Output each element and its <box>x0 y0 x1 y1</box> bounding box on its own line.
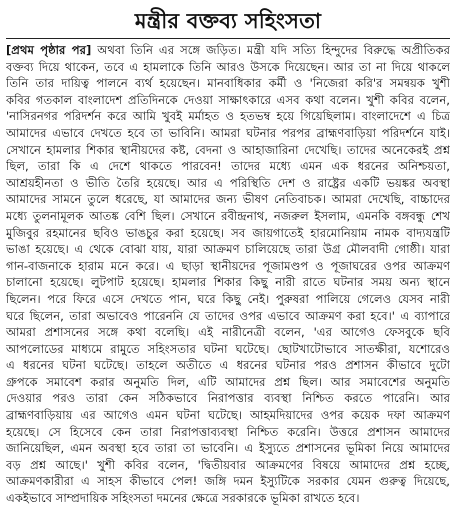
article-line: আমাদের এভাবে দেখতে হবে তা ভাবিনি। আমরা ঘটনার পরপর ব্রাহ্মণবাড়িয়া পরিদর্শনে যাই। <box>6 125 450 140</box>
article-line: আপলোডের মাধ্যমে রামুতে সহিংসতার ঘটনা ঘটেছে। ছোটখাটোভাবে সাতক্ষীরা, যশোরেও <box>6 341 450 356</box>
article-line: হয়েছে। সে হিসেবে কেন তারা নিরাপত্তাব্যবস্থা নিশ্চিত করেনি। উত্তরে প্রশাসন আমাদের <box>6 424 450 439</box>
article-line: সেখানে হামলার শিকার স্থানীয়দের কষ্ট, বেদনা ও আহাজারিনা দেখেছি। তাদের অনেকেরই প্রশ্ন <box>6 142 450 157</box>
article-line: এ ধরনের ঘটনা ঘটেছে। তাহলে অতীতে এ ধরনের ঘটনার পরও প্রশাসন কীভাবে দুটো <box>6 358 450 373</box>
article-body <box>6 42 450 507</box>
continued-from-kicker: [প্রথম পৃষ্ঠার পর] <box>6 43 92 57</box>
article-line: আশ্রয়হীনতা ও ভীতি তৈরি হয়েছে। আর এ পরিস্থিতি দেশ ও রাষ্ট্রের একটি ভয়ঙ্কর অবস্থা <box>6 175 450 190</box>
article-line: আমরা প্রশাসনের সঙ্গে কথা বলেছি। এই নারীনেত্রী বলেন, 'এর আগেও ফেসবুকে ছবি <box>6 325 450 340</box>
article-line: তিনি তার দায়িত্ব পালনে ব্যর্থ হয়েছেন। মানবাধিকার কর্মী ও 'নিজেরা করি'র সমন্বয়ক খুশী <box>6 76 450 91</box>
headline-divider <box>6 38 450 39</box>
article-line: মধ্যে তুলনামূলক আতঙ্ক বেশি ছিল। সেখানে রবীন্দ্রনাথ, নজরুল ইসলাম, এমনকি বঙ্গবন্ধু শেখ <box>6 208 450 223</box>
article-line-0 <box>6 42 450 59</box>
article-line: 'নাসিরনগর পরিদর্শন করে আমি খুবই মর্মাহত ও হতভম্ব হয়ে গিয়েছিলাম। বাংলাদেশে এ চিত্র <box>6 109 450 124</box>
article-line-0-text: অথবা তিনি এর সঙ্গে জড়িত। মন্ত্রী যদি সত্যি হিন্দুদের বিরুদ্ধে অপ্রীতিকর <box>91 43 450 57</box>
article-line-last: একইভাবে সাম্প্রদায়িক সহিংসতা দমনের ক্ষেত্রে সরকারকে ভূমিকা রাখতে হবে। <box>6 491 360 506</box>
article-line: বক্তব্য দিয়ে থাকেন, তবে এ হামলাকে তিনি আরও উসকে দিয়েছেন। আর তা না দিয়ে থাকলে <box>6 59 450 74</box>
article-line: আক্রমণকারীরা এ সাহস কীভাবে পেল! জঙ্গি দমন ইস্যুটিকে সরকার যেমন গুরুত্ব দিয়েছে, <box>6 474 450 489</box>
article-line: বড় প্রশ্ন আছে।' খুশী কবির বলেন, 'দ্বিতীয়বার আক্রমণের বিষয়ে আমাদের প্রশ্ন হচ্ছে, <box>6 457 450 472</box>
article-line: জানিয়েছিল, এমন অবস্থা হবে তারা তা ভাবেনি। এ ইস্যুতে প্রশাসনের ভূমিকা নিয়ে আমাদের <box>6 441 450 456</box>
article-line: কবির গতকাল বাংলাদেশ প্রতিদিনকে দেওয়া সাক্ষাৎকারে এসব কথা বলেন। খুশী কবির বলেন, <box>6 92 450 107</box>
article-line: ছিল, তারা কি এ দেশে থাকতে পারবেন! তাদের মধ্যে এমন এক ধরনের অনিশ্চয়তা, <box>6 159 450 174</box>
article-line: ব্রাহ্মণবাড়িয়ায় এর আগেও এমন ঘটনা ঘটেছে। আহমদিয়াদের ওপর কয়েক দফা আক্রমণ <box>6 408 450 423</box>
article-line: গান-বাজনাকে হারাম মনে করে। এ ছাড়া স্থানীয়দের পূজামণ্ডপ ও পূজাঘরের ওপর আক্রমণ <box>6 258 450 273</box>
headline: মন্ত্রীর বক্তব্য সহিংসতা <box>134 9 322 33</box>
article-line: ছিলেন। পরে ফিরে এসে দেখতে পান, ঘরে কিছু নেই। পুরুষরা পালিয়ে গেলেও যেসব নারী <box>6 291 450 306</box>
article-line: গ্রুপকে সমাবেশ করার অনুমতি দিল, এটি আমাদের প্রশ্ন ছিল। আর সমাবেশের অনুমতি <box>6 374 450 389</box>
article-line: চালানো হয়েছে। লুটপাট হয়েছে। হামলার শিকার কিছু নারী রাতে ঘটনার সময় অন্য স্থানে <box>6 275 450 290</box>
article-line: ঘরে ছিলেন, তারা অভাবেও পারেননি যে তাদের ওপর এভাবে আক্রমণ করা হবে।' এ ব্যাপারে <box>6 308 450 323</box>
article-line: মুজিবুর রহমানের ছবিও ভাঙচুর করা হয়েছে। সব জায়গাতেই হারমোনিয়াম নামক বাদ্যযন্ত্রটি <box>6 225 450 240</box>
article-line: দেওয়ার পরও তারা কেন সঠিকভাবে নিরাপত্তার ব্যবস্থা নিশ্চিত করতে পারেনি। আর <box>6 391 450 406</box>
article-line: ভাঙা হয়েছে। এ থেকে বোঝা যায়, যারা আক্রমণ চালিয়েছে তারা উগ্র মৌলবাদী গোষ্ঠী। যারা <box>6 242 450 257</box>
article-line: আমাদের সামনে তুলে ধরেছে, যা আমাদের জন্য ভীষণ নেতিবাচক। আমরা দেখেছি, বাচ্চাদের <box>6 192 450 207</box>
